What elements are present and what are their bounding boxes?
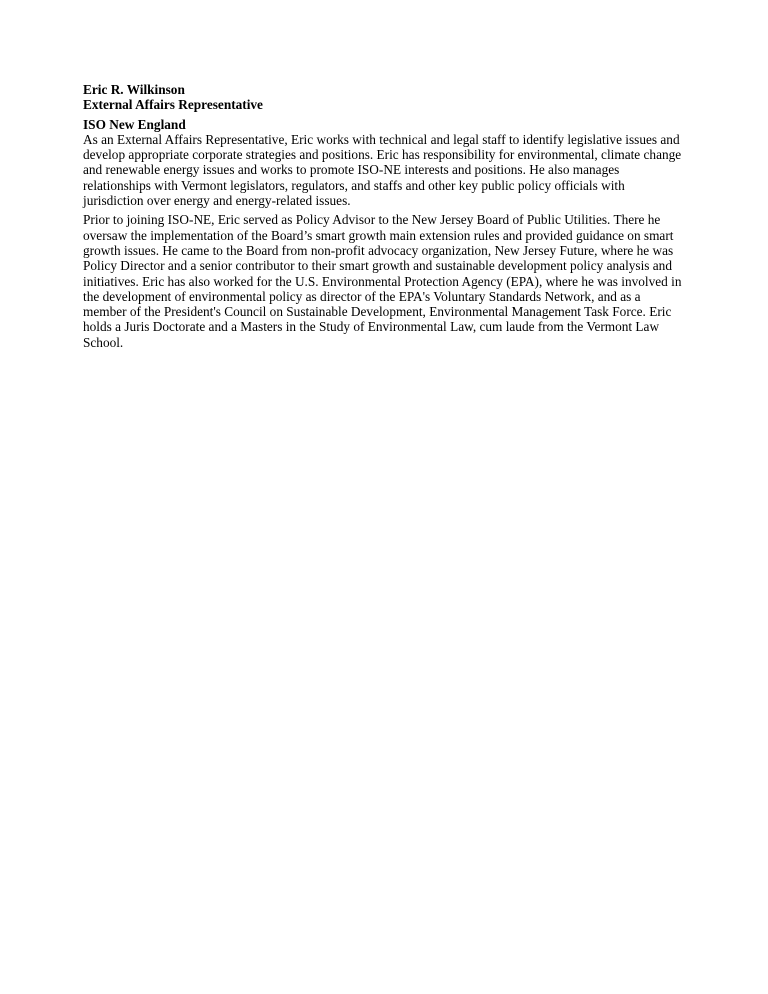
person-name: Eric R. Wilkinson: [83, 82, 185, 97]
bio-paragraph-1: As an External Affairs Representative, Eric works with technical and legal staff to identify legislative issues and develop appropriate corporate strategies and positions. Eric has responsibility for environmental, climate change and renewable energy issues and works to promote ISO-NE interests and positions. He also manages relationships with Vermont legislators, regulators, and staffs and other key public policy officials with jurisdiction over energy and energy-related issues.: [83, 131, 682, 209]
organization-name: ISO New England: [83, 116, 186, 132]
bio-paragraph-2: Prior to joining ISO-NE, Eric served as Policy Advisor to the New Jersey Board of Public Utilities. There he oversaw the implementation of the Board’s smart growth main extension rules and provided guidance on smart growth issues. He came to the Board from non-profit advocacy organization, New Jersey Future, where he was Policy Director and a senior contributor to their smart growth and sustainable development policy analysis and initiatives. Eric has also worked for the U.S. Environmental Protection Agency (EPA), where he was involved in the development of environmental policy as director of the EPA's Voluntary Standards Network, and as a member of the President's Council on Sustainable Development, Environmental Management Task Force. Eric holds a Juris Doctorate and a Masters in the Study of Environmental Law, cum laude from the Vermont Law School.: [83, 212, 682, 350]
person-title: External Affairs Representative: [83, 97, 263, 113]
document-page: [83, 82, 683, 354]
